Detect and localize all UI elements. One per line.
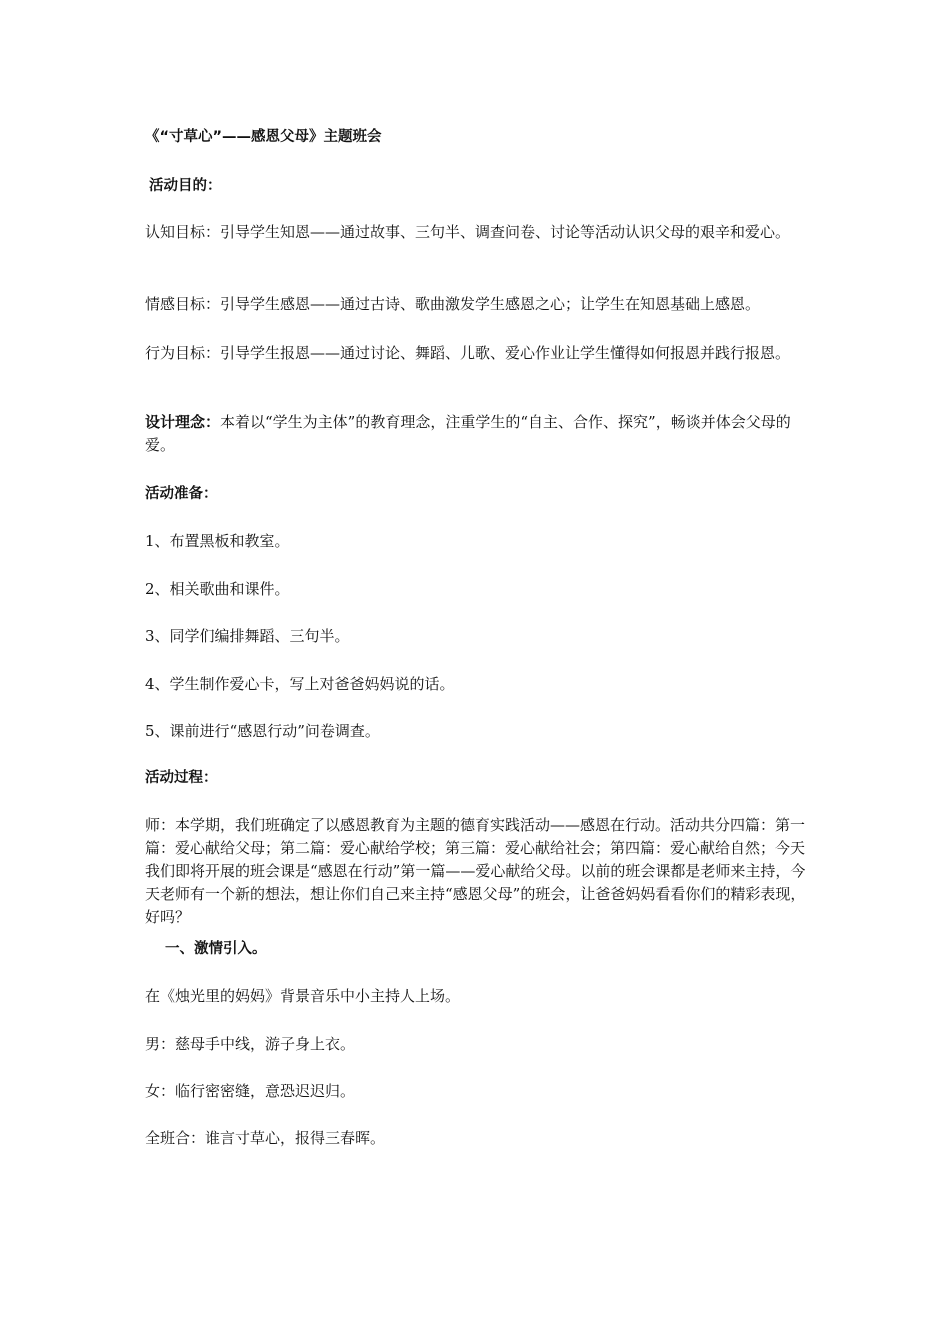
preparation-item: 3、同学们编排舞蹈、三句半。 xyxy=(145,627,350,645)
design-concept-label: 设计理念： xyxy=(145,413,221,431)
script-line: 全班合：谁言寸草心，报得三春晖。 xyxy=(145,1129,386,1147)
objectives-heading: 活动目的： xyxy=(149,178,222,194)
behavioral-objective: 行为目标：引导学生报恩——通过讨论、舞蹈、儿歌、爱心作业让学生懂得如何报恩并践行报恩。 xyxy=(145,344,791,362)
process-intro: 师：本学期，我们班确定了以感恩教育为主题的德育实践活动——感恩在行动。活动共分四篇：第一篇：爱心献给父母；第二篇：爱心献给学校；第三篇：爱心献给社会；第四篇：爱心献给自然；今天我们即将开展的班会课是“感恩在行动”第一篇——爱心献给父母。以前的班会课都是老师来主持，今天老师有一个新的想法，想让你们自己来主持“感恩父母”的班会，让爸爸妈妈看看你们的精彩表现，好吗？ xyxy=(145,816,806,926)
design-concept-text: 本着以“学生为主体”的教育理念，注重学生的“自主、合作、探究”，畅谈并体会父母的爱。 xyxy=(145,413,791,454)
cognitive-objective: 认知目标：引导学生知恩——通过故事、三句半、调查问卷、讨论等活动认识父母的艰辛和爱心。 xyxy=(145,223,791,241)
preparation-item: 5、课前进行“感恩行动”问卷调查。 xyxy=(145,722,380,740)
script-line: 在《烛光里的妈妈》背景音乐中小主持人上场。 xyxy=(145,987,461,1005)
preparation-item: 1、布置黑板和教室。 xyxy=(145,532,290,550)
script-line: 男：慈母手中线，游子身上衣。 xyxy=(145,1035,356,1053)
document-title: 《“寸草心”——感恩父母》主题班会 xyxy=(145,129,382,145)
script-line: 女：临行密密缝，意恐迟迟归。 xyxy=(145,1082,356,1100)
preparation-item: 2、相关歌曲和课件。 xyxy=(145,580,290,598)
section-heading: 一、激情引入。 xyxy=(165,941,267,957)
preparation-item: 4、学生制作爱心卡，写上对爸爸妈妈说的话。 xyxy=(145,675,455,693)
emotional-objective: 情感目标：引导学生感恩——通过古诗、歌曲激发学生感恩之心；让学生在知恩基础上感恩。 xyxy=(145,295,761,313)
design-concept xyxy=(145,411,817,457)
process-heading: 活动过程： xyxy=(145,770,218,786)
preparation-heading: 活动准备： xyxy=(145,486,218,502)
